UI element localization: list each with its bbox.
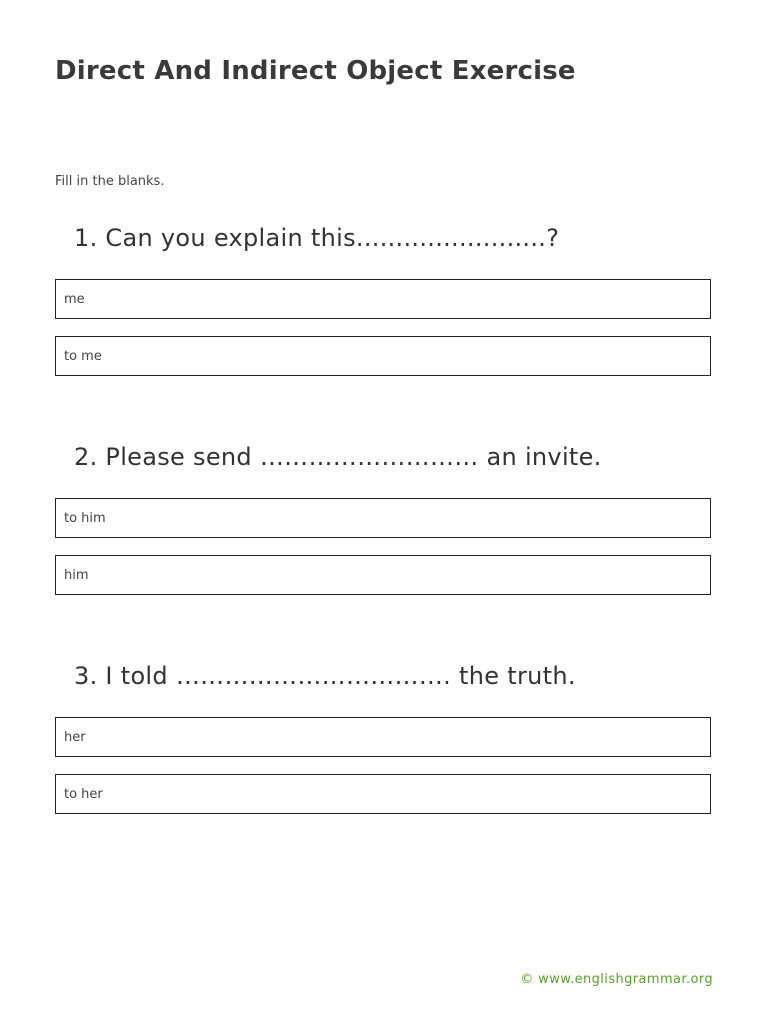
footer: [520, 972, 713, 987]
question-1-option-2[interactable]: to me: [55, 336, 711, 376]
website-link[interactable]: www.englishgrammar.org: [538, 972, 713, 987]
question-2-option-2[interactable]: him: [55, 555, 711, 595]
question-2: 2. Please send ……………………… an invite.: [74, 443, 602, 471]
copyright-icon: ©: [520, 972, 534, 987]
question-3: 3. I told ……………………………. the truth.: [74, 662, 576, 690]
question-1: 1. Can you explain this........................?: [74, 224, 560, 252]
question-2-option-1[interactable]: to him: [55, 498, 711, 538]
question-3-option-2[interactable]: to her: [55, 774, 711, 814]
question-1-option-1[interactable]: me: [55, 279, 711, 319]
question-3-option-1[interactable]: her: [55, 717, 711, 757]
page-title: Direct And Indirect Object Exercise: [55, 56, 576, 86]
instructions-text: Fill in the blanks.: [55, 174, 165, 189]
